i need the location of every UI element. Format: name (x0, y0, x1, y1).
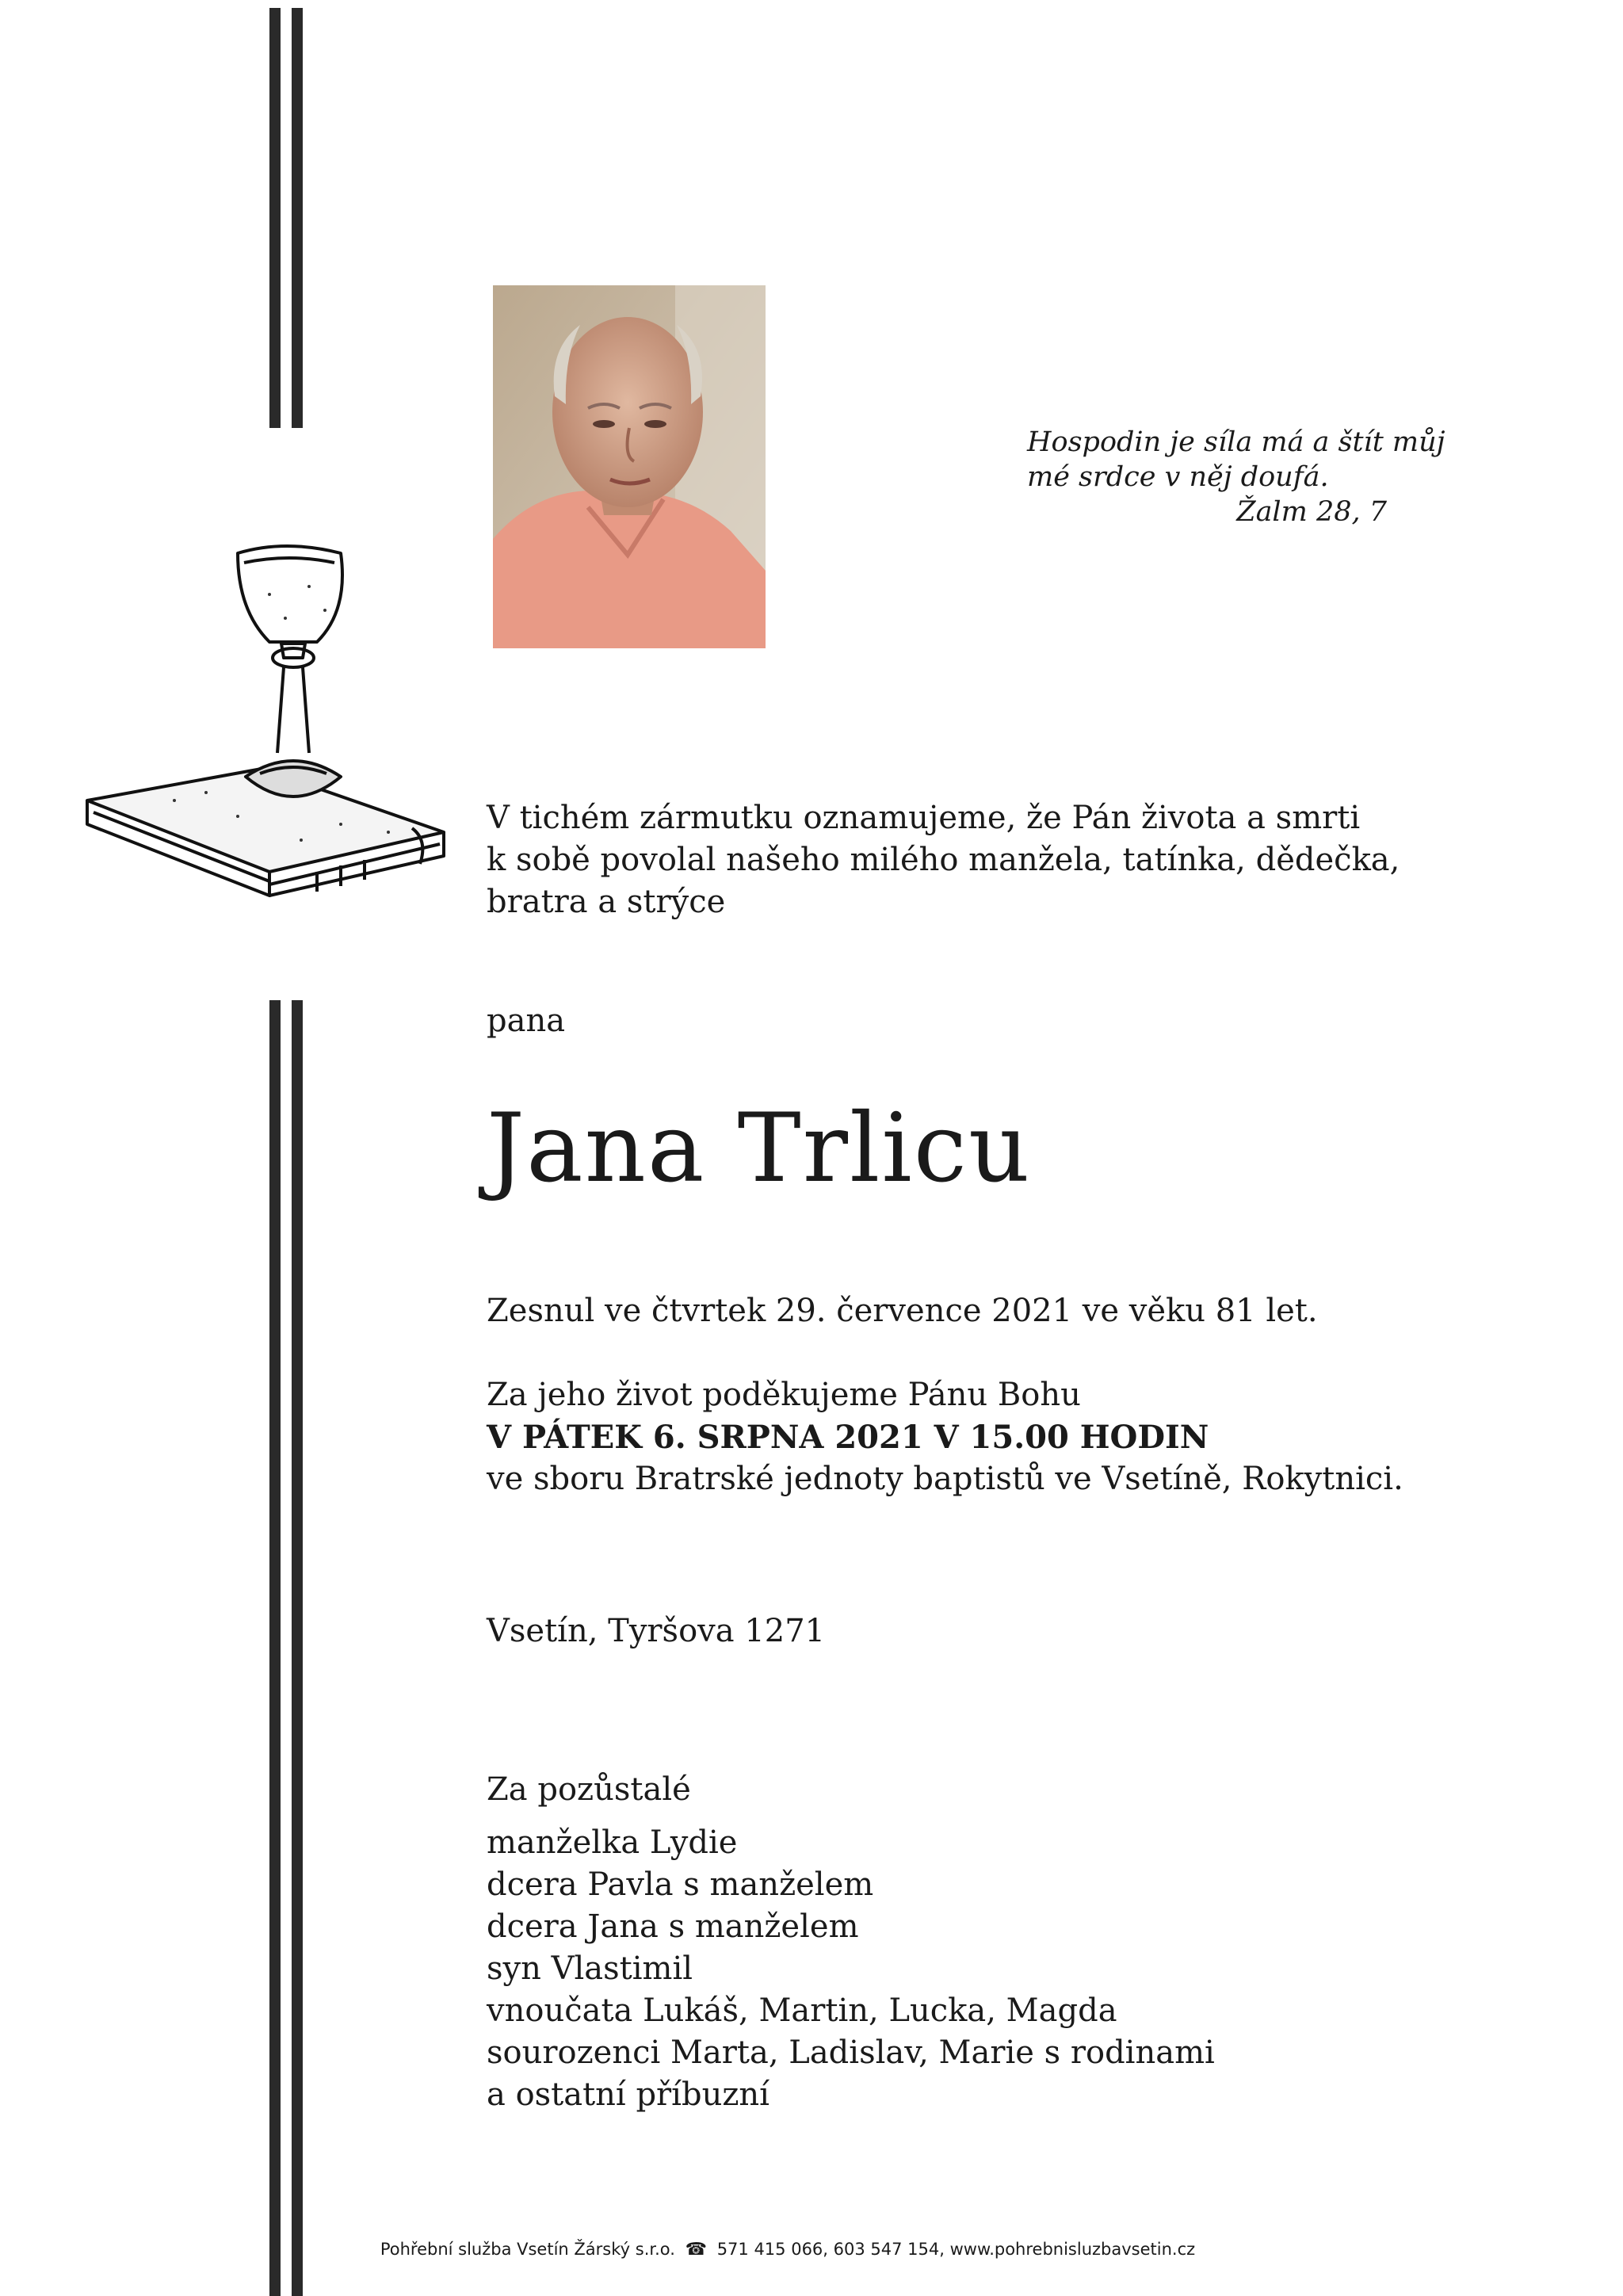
death-notice: Zesnul ve čtvrtek 29. července 2021 ve věku 81 let. (487, 1293, 1318, 1329)
rule-top-left (269, 8, 281, 428)
mourner-item: sourozenci Marta, Ladislav, Marie s rodinami (487, 2034, 1215, 2071)
footer (0, 2240, 1623, 2260)
mourner-item: dcera Pavla s manželem (487, 1866, 874, 1903)
ceremony-intro: Za jeho život poděkujeme Pánu Bohu (487, 1377, 1081, 1413)
phone-icon: ☎ (685, 2240, 707, 2260)
announcement-line: bratra a strýce (487, 884, 726, 920)
footer-company: Pohřební služba Vsetín Žárský s.r.o. (380, 2240, 675, 2259)
deceased-name: Jana Trlicu (487, 1094, 1032, 1204)
announcement (487, 797, 1400, 923)
mourner-item: syn Vlastimil (487, 1950, 693, 1987)
footer-phones: 571 415 066, 603 547 154, (716, 2240, 945, 2259)
mourner-item: dcera Jana s manželem (487, 1908, 859, 1945)
footer-website[interactable]: www.pohrebnisluzbavsetin.cz (949, 2240, 1196, 2259)
address: Vsetín, Tyršova 1271 (487, 1613, 826, 1649)
honorific: pana (487, 1003, 566, 1039)
ceremony-place: ve sboru Bratrské jednoty baptistů ve Vsetíně, Rokytnici. (487, 1461, 1403, 1497)
announcement-line: V tichém zármutku oznamujeme, že Pán života a smrti (487, 800, 1361, 836)
mourners (487, 1769, 1215, 2116)
ceremony-datetime: V PÁTEK 6. SRPNA 2021 V 15.00 HODIN (487, 1419, 1209, 1456)
motto-line: Hospodin je síla má a štít můj (1027, 426, 1445, 458)
announcement-line: k sobě povolal našeho milého manžela, tatínka, dědečka, (487, 842, 1400, 878)
motto-reference: Žalm 28, 7 (1236, 496, 1387, 528)
rule-bottom-right (292, 1000, 303, 2296)
portrait-photo (493, 285, 766, 648)
rule-top-right (292, 8, 303, 428)
mourner-item: manželka Lydie (487, 1824, 738, 1861)
rule-bottom-left (269, 1000, 281, 2296)
psalm-motto (1027, 425, 1445, 529)
ceremony-info (487, 1374, 1403, 1500)
mourner-item: a ostatní příbuzní (487, 2076, 769, 2113)
mourners-header: Za pozůstalé (487, 1771, 691, 1808)
motto-line: mé srdce v něj doufá. (1027, 461, 1329, 493)
mourner-item: vnoučata Lukáš, Martin, Lucka, Magda (487, 1992, 1117, 2029)
chalice-on-book-icon (79, 539, 460, 919)
